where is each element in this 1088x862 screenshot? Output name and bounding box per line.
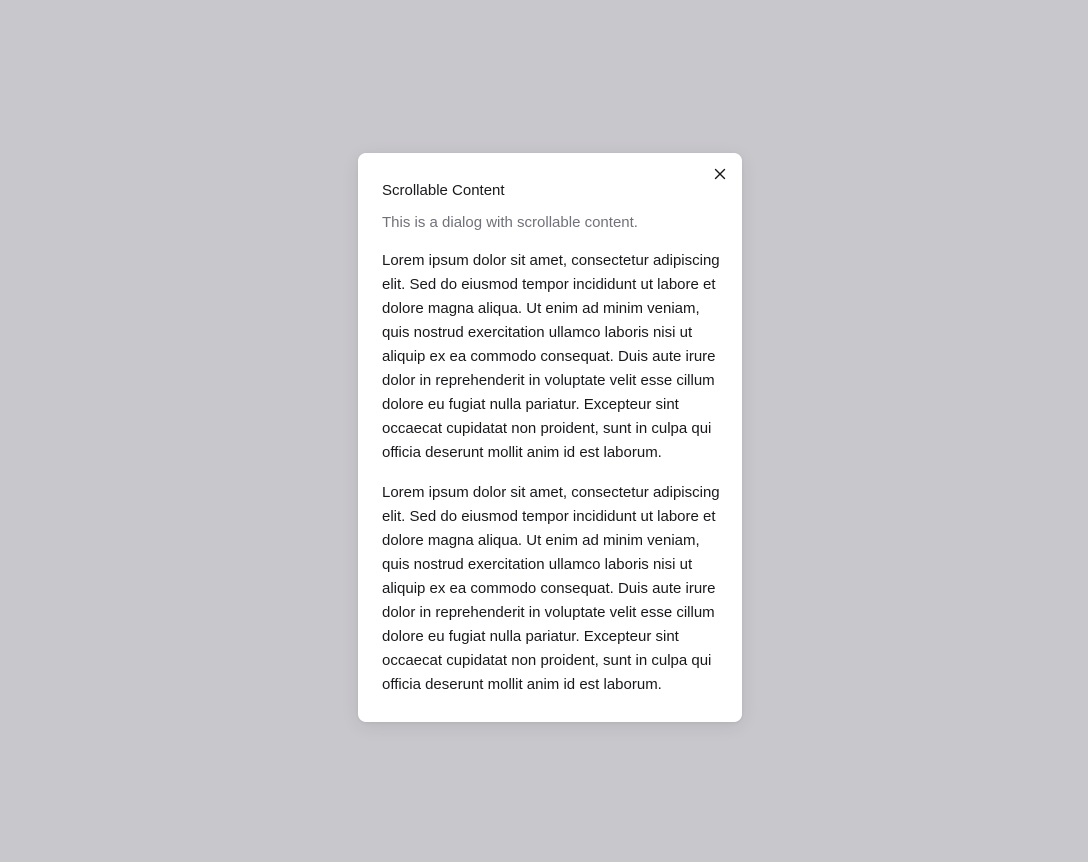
- scrollable-dialog: [358, 153, 742, 722]
- close-icon: [712, 166, 728, 182]
- content-paragraph: Lorem ipsum dolor sit amet, consectetur adipiscing elit. Sed do eiusmod tempor incididunt ut labore et dolore magna aliqua. Ut enim ad minim veniam, quis nostrud exercitation ullamco laboris nisi ut aliquip ex ea commodo consequat. Duis aute irure dolor in reprehenderit in voluptate velit esse cillum dolore eu fugiat nulla pariatur. Excepteur sint occaecat cupidatat non proident, sunt in culpa qui officia deserunt mollit anim id est laborum.: [382, 484, 720, 693]
- dialog-description: This is a dialog with scrollable content.: [382, 214, 638, 231]
- dialog-title: Scrollable Content: [382, 182, 505, 199]
- scrollable-content[interactable]: [382, 249, 726, 699]
- dialog-header: [382, 181, 712, 233]
- content-paragraph: Lorem ipsum dolor sit amet, consectetur adipiscing elit. Sed do eiusmod tempor incididunt ut labore et dolore magna aliqua. Ut enim ad minim veniam, quis nostrud exercitation ullamco laboris nisi ut aliquip ex ea commodo consequat. Duis aute irure dolor in reprehenderit in voluptate velit esse cillum dolore eu fugiat nulla pariatur. Excepteur sint occaecat cupidatat non proident, sunt in culpa qui officia deserunt mollit anim id est laborum.: [382, 252, 720, 461]
- close-button[interactable]: [712, 166, 728, 182]
